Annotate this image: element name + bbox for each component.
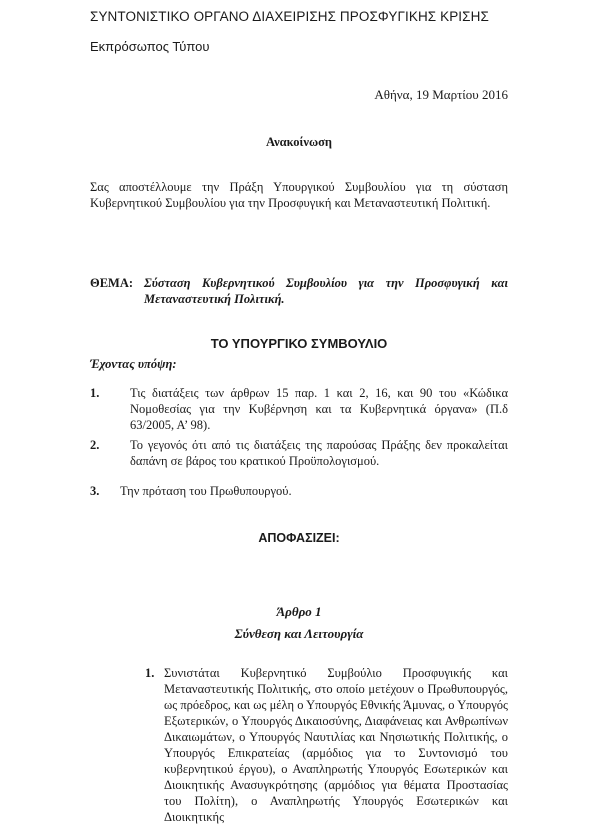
- subject-block: [90, 275, 508, 307]
- paragraph-number: 1.: [145, 666, 155, 680]
- subject-text: Σύσταση Κυβερνητικού Συμβουλίου για την Προσφυγική και Μεταναστευτική Πολιτική.: [144, 276, 508, 306]
- article-subtitle: Σύνθεση και Λειτουργία: [234, 626, 364, 641]
- list-item-number: 1.: [90, 386, 100, 400]
- announcement-intro: Σας αποστέλλουμε την Πράξη Υπουργικού Συμβουλίου για τη σύσταση Κυβερνητικού Συμβουλίου για την Προσφυγική και Μεταναστευτική Πολιτική.: [90, 180, 508, 210]
- list-item: [90, 437, 508, 469]
- list-item-text: Τις διατάξεις των άρθρων 15 παρ. 1 και 2, 16, και 90 του «Κώδικα Νομοθεσίας για την Κυβέρνηση και τα Κυβερνητικά όργανα» (Π.δ 63/2005, Α’ 98).: [130, 386, 508, 432]
- list-item-text: Την πρόταση του Πρωθυπουργού.: [120, 484, 292, 498]
- list-item-text: Το γεγονός ότι από τις διατάξεις της παρούσας Πράξης δεν προκαλείται δαπάνη σε βάρος του κρατικού Προϋπολογισμού.: [130, 438, 508, 468]
- list-item: [90, 385, 508, 433]
- article-paragraph: [145, 665, 508, 825]
- paragraph-text: Συνιστάται Κυβερνητικό Συμβούλιο Προσφυγικής και Μεταναστευτικής Πολιτικής, στο οποίο μετέχουν ο Πρωθυπουργός, ως πρόεδρος, και ως μέλη ο Υπουργός Εθνικής Άμυνας, ο Υπουργός Εξωτερικών, ο Υπουργός Δικαιοσύνης, Διαφάνειας και Ανθρωπίνων Δικαιωμάτων, ο Υπουργός Ναυτιλίας και Νησιωτικής Πολιτικής, ο Υπουργός Επικρατείας (αρμόδιος για το Συντονισμό του κυβερνητικού έργου), ο Αναπληρωτής Υπουργός Εσωτερικών και Διοικητικής Ανασυγκρότησης (αρμόδιος για θέματα Προστασίας του Πολίτη), ο Αναπληρωτής Υπουργός Εσωτερικών και Διοικητικής: [164, 666, 508, 824]
- organization-header: ΣΥΝΤΟΝΙΣΤΙΚΟ ΟΡΓΑΝΟ ΔΙΑΧΕΙΡΙΣΗΣ ΠΡΟΣΦΥΓΙΚΗΣ ΚΡΙΣΗΣ: [90, 9, 489, 24]
- decides-heading: ΑΠΟΦΑΣΙΖΕΙ:: [258, 531, 340, 545]
- list-item-number: 3.: [90, 484, 100, 498]
- article-title: Άρθρο 1: [276, 604, 322, 619]
- press-office-label: Εκπρόσωπος Τύπου: [90, 39, 210, 54]
- council-title: ΤΟ ΥΠΟΥΡΓΙΚΟ ΣΥΜΒΟΥΛΙΟ: [210, 336, 388, 351]
- subject-label: ΘΕΜΑ:: [90, 276, 134, 290]
- list-item-number: 2.: [90, 438, 100, 452]
- considering-heading: Έχοντας υπόψη:: [90, 357, 177, 371]
- document-date: Αθήνα, 19 Μαρτίου 2016: [374, 87, 508, 102]
- announcement-title: Ανακοίνωση: [266, 135, 332, 149]
- list-item: [90, 483, 508, 499]
